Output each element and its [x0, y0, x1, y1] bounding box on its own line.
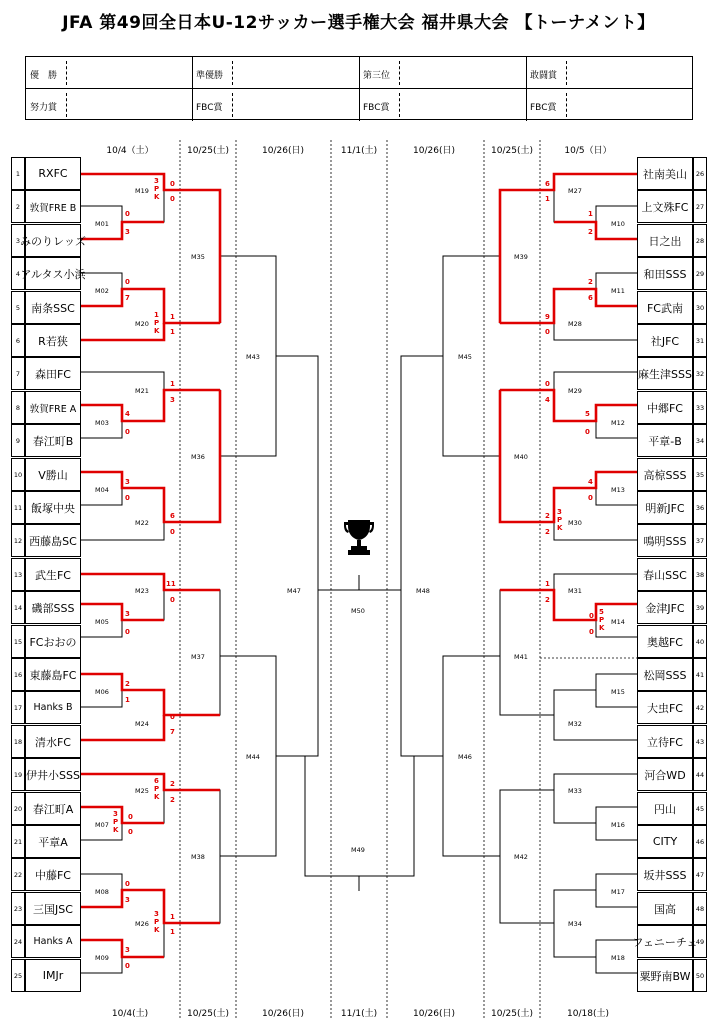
seed-number: 38 [693, 558, 707, 591]
team-name: FCおおの [25, 625, 81, 658]
seed-number: 44 [693, 758, 707, 791]
score: 1 [170, 380, 175, 388]
team-name: 平章-B [637, 424, 693, 457]
team-name: 奥越FC [637, 625, 693, 658]
score: 6 [545, 180, 550, 188]
award-cell-runner-up: 準優勝 [192, 57, 359, 89]
score: P [154, 785, 160, 793]
match-label: M29 [568, 387, 582, 395]
seed-number: 6 [11, 324, 25, 357]
score: 2 [170, 796, 175, 804]
score: 2 [545, 596, 550, 604]
date-footer: 10/4(土) [111, 1009, 149, 1019]
award-cell-fighting-spirit: 敢闘賞 [526, 57, 692, 89]
score: 2 [545, 528, 550, 536]
match-label: M15 [611, 688, 625, 696]
score: K [154, 327, 160, 335]
score: 3 [125, 896, 130, 904]
seed-number: 24 [11, 925, 25, 958]
award-cell-fbc-2: FBC賞 [359, 89, 526, 121]
score: 1 [170, 928, 175, 936]
seed-number: 48 [693, 892, 707, 925]
score: K [154, 926, 160, 934]
award-cell-fbc-1: FBC賞 [192, 89, 359, 121]
seed-number: 3 [11, 224, 25, 257]
score: 0 [125, 278, 130, 286]
seed-number: 9 [11, 424, 25, 457]
score: P [154, 319, 160, 327]
score: 0 [170, 713, 175, 721]
match-label: M50 [351, 607, 365, 615]
score: 0 [125, 628, 130, 636]
score: 0 [170, 528, 175, 536]
team-name: 円山 [637, 792, 693, 825]
score: 1 [545, 580, 550, 588]
team-name: R若狭 [25, 324, 81, 357]
seed-number: 14 [11, 591, 25, 624]
score: 1 [154, 311, 159, 319]
team-name: FC武南 [637, 291, 693, 324]
team-name: 明新JFC [637, 491, 693, 524]
score: 11 [166, 580, 176, 588]
team-name: アルタス小浜 [25, 257, 81, 290]
score: 7 [170, 728, 175, 736]
score: 0 [128, 828, 133, 836]
team-name: 敦賀FRE A [25, 391, 81, 424]
team-name: 松岡SSS [637, 658, 693, 691]
score: P [599, 616, 605, 624]
match-label: M28 [568, 320, 582, 328]
team-name: V勝山 [25, 458, 81, 491]
team-name: 社JFC [637, 324, 693, 357]
score: 6 [154, 777, 159, 785]
match-label: M01 [95, 220, 109, 228]
award-cell-effort: 努力賞 [26, 89, 192, 121]
seed-number: 30 [693, 291, 707, 324]
score: 0 [588, 494, 593, 502]
team-name: 春江町B [25, 424, 81, 457]
score: 5 [599, 608, 604, 616]
match-label: M08 [95, 888, 109, 896]
date-header: 10/26(日) [262, 146, 304, 156]
seed-number: 18 [11, 725, 25, 758]
team-name: 平章A [25, 825, 81, 858]
score: 0 [125, 210, 130, 218]
score: 0 [170, 596, 175, 604]
match-label: M24 [135, 720, 149, 728]
score: 3 [125, 478, 130, 486]
score: 3 [113, 810, 118, 818]
score: K [557, 524, 563, 532]
match-label: M37 [191, 653, 205, 661]
match-label: M31 [568, 587, 582, 595]
score: 0 [125, 962, 130, 970]
seed-number: 23 [11, 892, 25, 925]
team-name: フェニーチェ [637, 925, 693, 958]
match-label: M49 [351, 846, 365, 854]
score: 3 [125, 610, 130, 618]
team-name: 高椋SSS [637, 458, 693, 491]
award-cell-third: 第三位 [359, 57, 526, 89]
team-name: CITY [637, 825, 693, 858]
team-name: 河合WD [637, 758, 693, 791]
score: 3 [125, 946, 130, 954]
date-header: 10/26(日) [413, 146, 455, 156]
seed-number: 1 [11, 157, 25, 190]
seed-number: 20 [11, 792, 25, 825]
seed-number: 16 [11, 658, 25, 691]
team-name: 武生FC [25, 558, 81, 591]
score: 5 [585, 410, 590, 418]
date-header: 10/4（土） [106, 146, 154, 156]
seed-number: 10 [11, 458, 25, 491]
match-label: M36 [191, 453, 205, 461]
score: 0 [128, 813, 133, 821]
team-name: 和田SSS [637, 257, 693, 290]
score: 0 [170, 195, 175, 203]
score: 2 [545, 512, 550, 520]
team-name: 坂井SSS [637, 858, 693, 891]
seed-number: 25 [11, 959, 25, 992]
score: 0 [170, 180, 175, 188]
seed-number: 49 [693, 925, 707, 958]
team-name: 社南美山 [637, 157, 693, 190]
match-label: M47 [287, 587, 301, 595]
match-label: M07 [95, 821, 109, 829]
team-name: 西藤島SC [25, 524, 81, 557]
match-label: M10 [611, 220, 625, 228]
match-label: M45 [458, 353, 472, 361]
match-label: M06 [95, 688, 109, 696]
match-label: M27 [568, 187, 582, 195]
match-label: M34 [568, 920, 582, 928]
score: 0 [545, 380, 550, 388]
score: 3 [154, 177, 159, 185]
score: P [154, 918, 160, 926]
team-name: 敦賀FRE B [25, 190, 81, 223]
match-label: M40 [514, 453, 528, 461]
match-label: M41 [514, 653, 528, 661]
team-name: 清水FC [25, 725, 81, 758]
seed-number: 12 [11, 524, 25, 557]
match-label: M19 [135, 187, 149, 195]
score: 0 [545, 328, 550, 336]
score: 3 [125, 228, 130, 236]
match-label: M43 [246, 353, 260, 361]
team-name: 上文殊FC [637, 190, 693, 223]
match-label: M46 [458, 753, 472, 761]
team-name: 春山SSC [637, 558, 693, 591]
score: 3 [170, 396, 175, 404]
seed-number: 39 [693, 591, 707, 624]
seed-number: 17 [11, 691, 25, 724]
match-label: M18 [611, 954, 625, 962]
team-name: Hanks B [25, 691, 81, 724]
score: P [154, 185, 160, 193]
award-cell-champion: 優 勝 [26, 57, 192, 89]
match-label: M48 [416, 587, 430, 595]
team-name: 春江町A [25, 792, 81, 825]
match-label: M26 [135, 920, 149, 928]
seed-number: 21 [11, 825, 25, 858]
seed-number: 47 [693, 858, 707, 891]
match-label: M09 [95, 954, 109, 962]
seed-number: 8 [11, 391, 25, 424]
date-header: 11/1(土) [340, 146, 378, 156]
match-label: M30 [568, 519, 582, 527]
team-name: 飯塚中央 [25, 491, 81, 524]
date-header: 10/5（日） [564, 146, 612, 156]
seed-number: 34 [693, 424, 707, 457]
seed-number: 37 [693, 524, 707, 557]
score: 3 [557, 508, 562, 516]
team-name: RXFC [25, 157, 81, 190]
seed-number: 36 [693, 491, 707, 524]
match-label: M13 [611, 486, 625, 494]
page-title: JFA 第49回全日本U-12サッカー選手権大会 福井県大会 【トーナメント】 [62, 13, 655, 33]
score: 0 [585, 428, 590, 436]
seed-number: 26 [693, 157, 707, 190]
team-name: 日之出 [637, 224, 693, 257]
match-label: M22 [135, 519, 149, 527]
date-footer: 10/25(土) [491, 1009, 533, 1019]
team-name: みのりレッズ [25, 224, 81, 257]
match-label: M20 [135, 320, 149, 328]
team-name: IMJr [25, 959, 81, 992]
date-footer: 11/1(土) [340, 1009, 378, 1019]
score: 2 [588, 228, 593, 236]
score: 2 [588, 278, 593, 286]
seed-number: 22 [11, 858, 25, 891]
team-name: 伊井小SSS [25, 758, 81, 791]
team-name: 磯部SSS [25, 591, 81, 624]
score: 4 [125, 410, 130, 418]
score: 2 [125, 680, 130, 688]
score: 0 [125, 428, 130, 436]
match-label: M05 [95, 618, 109, 626]
score: K [113, 826, 119, 834]
team-name: 南条SSC [25, 291, 81, 324]
score: 7 [125, 294, 130, 302]
score: 6 [588, 294, 593, 302]
score: 1 [588, 210, 593, 218]
score: 2 [170, 780, 175, 788]
seed-number: 29 [693, 257, 707, 290]
winner-paths [81, 174, 637, 957]
seed-number: 11 [11, 491, 25, 524]
seed-number: 28 [693, 224, 707, 257]
score: 9 [545, 313, 550, 321]
team-name: 粟野南BW [637, 959, 693, 992]
score: 1 [125, 696, 130, 704]
match-label: M33 [568, 787, 582, 795]
score: 0 [125, 880, 130, 888]
match-label: M03 [95, 419, 109, 427]
seed-number: 7 [11, 357, 25, 390]
score: P [113, 818, 119, 826]
team-name: 国高 [637, 892, 693, 925]
date-header: 10/25(土) [491, 146, 533, 156]
score: P [557, 516, 563, 524]
seed-number: 31 [693, 324, 707, 357]
match-label: M25 [135, 787, 149, 795]
match-label: M32 [568, 720, 582, 728]
match-label: M17 [611, 888, 625, 896]
match-label: M38 [191, 853, 205, 861]
match-label: M23 [135, 587, 149, 595]
seed-number: 42 [693, 691, 707, 724]
seed-number: 35 [693, 458, 707, 491]
seed-number: 33 [693, 391, 707, 424]
seed-number: 45 [693, 792, 707, 825]
team-name: 東藤島FC [25, 658, 81, 691]
score: 0 [125, 494, 130, 502]
seed-number: 46 [693, 825, 707, 858]
team-name: Hanks A [25, 925, 81, 958]
team-name: 金津JFC [637, 591, 693, 624]
seed-number: 13 [11, 558, 25, 591]
team-name: 中藤FC [25, 858, 81, 891]
date-footer: 10/26(日) [262, 1009, 304, 1019]
match-label: M21 [135, 387, 149, 395]
team-name: 大虫FC [637, 691, 693, 724]
score: 0 [589, 628, 594, 636]
score: K [154, 793, 160, 801]
trophy-icon [344, 520, 374, 555]
match-label: M42 [514, 853, 528, 861]
team-name: 麻生津SSS [637, 357, 693, 390]
score: 1 [170, 328, 175, 336]
team-name: 三国JSC [25, 892, 81, 925]
seed-number: 27 [693, 190, 707, 223]
match-label: M02 [95, 287, 109, 295]
match-label: M11 [611, 287, 625, 295]
match-label: M14 [611, 618, 625, 626]
date-footer: 10/25(土) [187, 1009, 229, 1019]
team-name: 森田FC [25, 357, 81, 390]
score: 1 [170, 313, 175, 321]
team-name: 立待FC [637, 725, 693, 758]
score: K [154, 193, 160, 201]
seed-number: 4 [11, 257, 25, 290]
award-cell-fbc-3: FBC賞 [526, 89, 692, 121]
match-labels [95, 187, 625, 962]
score: 4 [588, 478, 593, 486]
score: K [599, 624, 605, 632]
match-label: M39 [514, 253, 528, 261]
seed-number: 15 [11, 625, 25, 658]
score: 0 [589, 612, 594, 620]
seed-number: 2 [11, 190, 25, 223]
team-name: 鳴明SSS [637, 524, 693, 557]
seed-number: 43 [693, 725, 707, 758]
team-name: 中郷FC [637, 391, 693, 424]
score: 3 [154, 910, 159, 918]
score: 1 [545, 195, 550, 203]
date-header: 10/25(土) [187, 146, 229, 156]
match-label: M16 [611, 821, 625, 829]
date-footer: 10/18(土) [567, 1009, 609, 1019]
seed-number: 32 [693, 357, 707, 390]
date-footer: 10/26(日) [413, 1009, 455, 1019]
column-separators [180, 140, 637, 1020]
match-label: M12 [611, 419, 625, 427]
score: 6 [170, 512, 175, 520]
seed-number: 19 [11, 758, 25, 791]
seed-number: 41 [693, 658, 707, 691]
seed-number: 40 [693, 625, 707, 658]
match-label: M04 [95, 486, 109, 494]
match-label: M44 [246, 753, 260, 761]
match-label: M35 [191, 253, 205, 261]
score: 4 [545, 396, 550, 404]
score: 1 [170, 913, 175, 921]
seed-number: 50 [693, 959, 707, 992]
seed-number: 5 [11, 291, 25, 324]
